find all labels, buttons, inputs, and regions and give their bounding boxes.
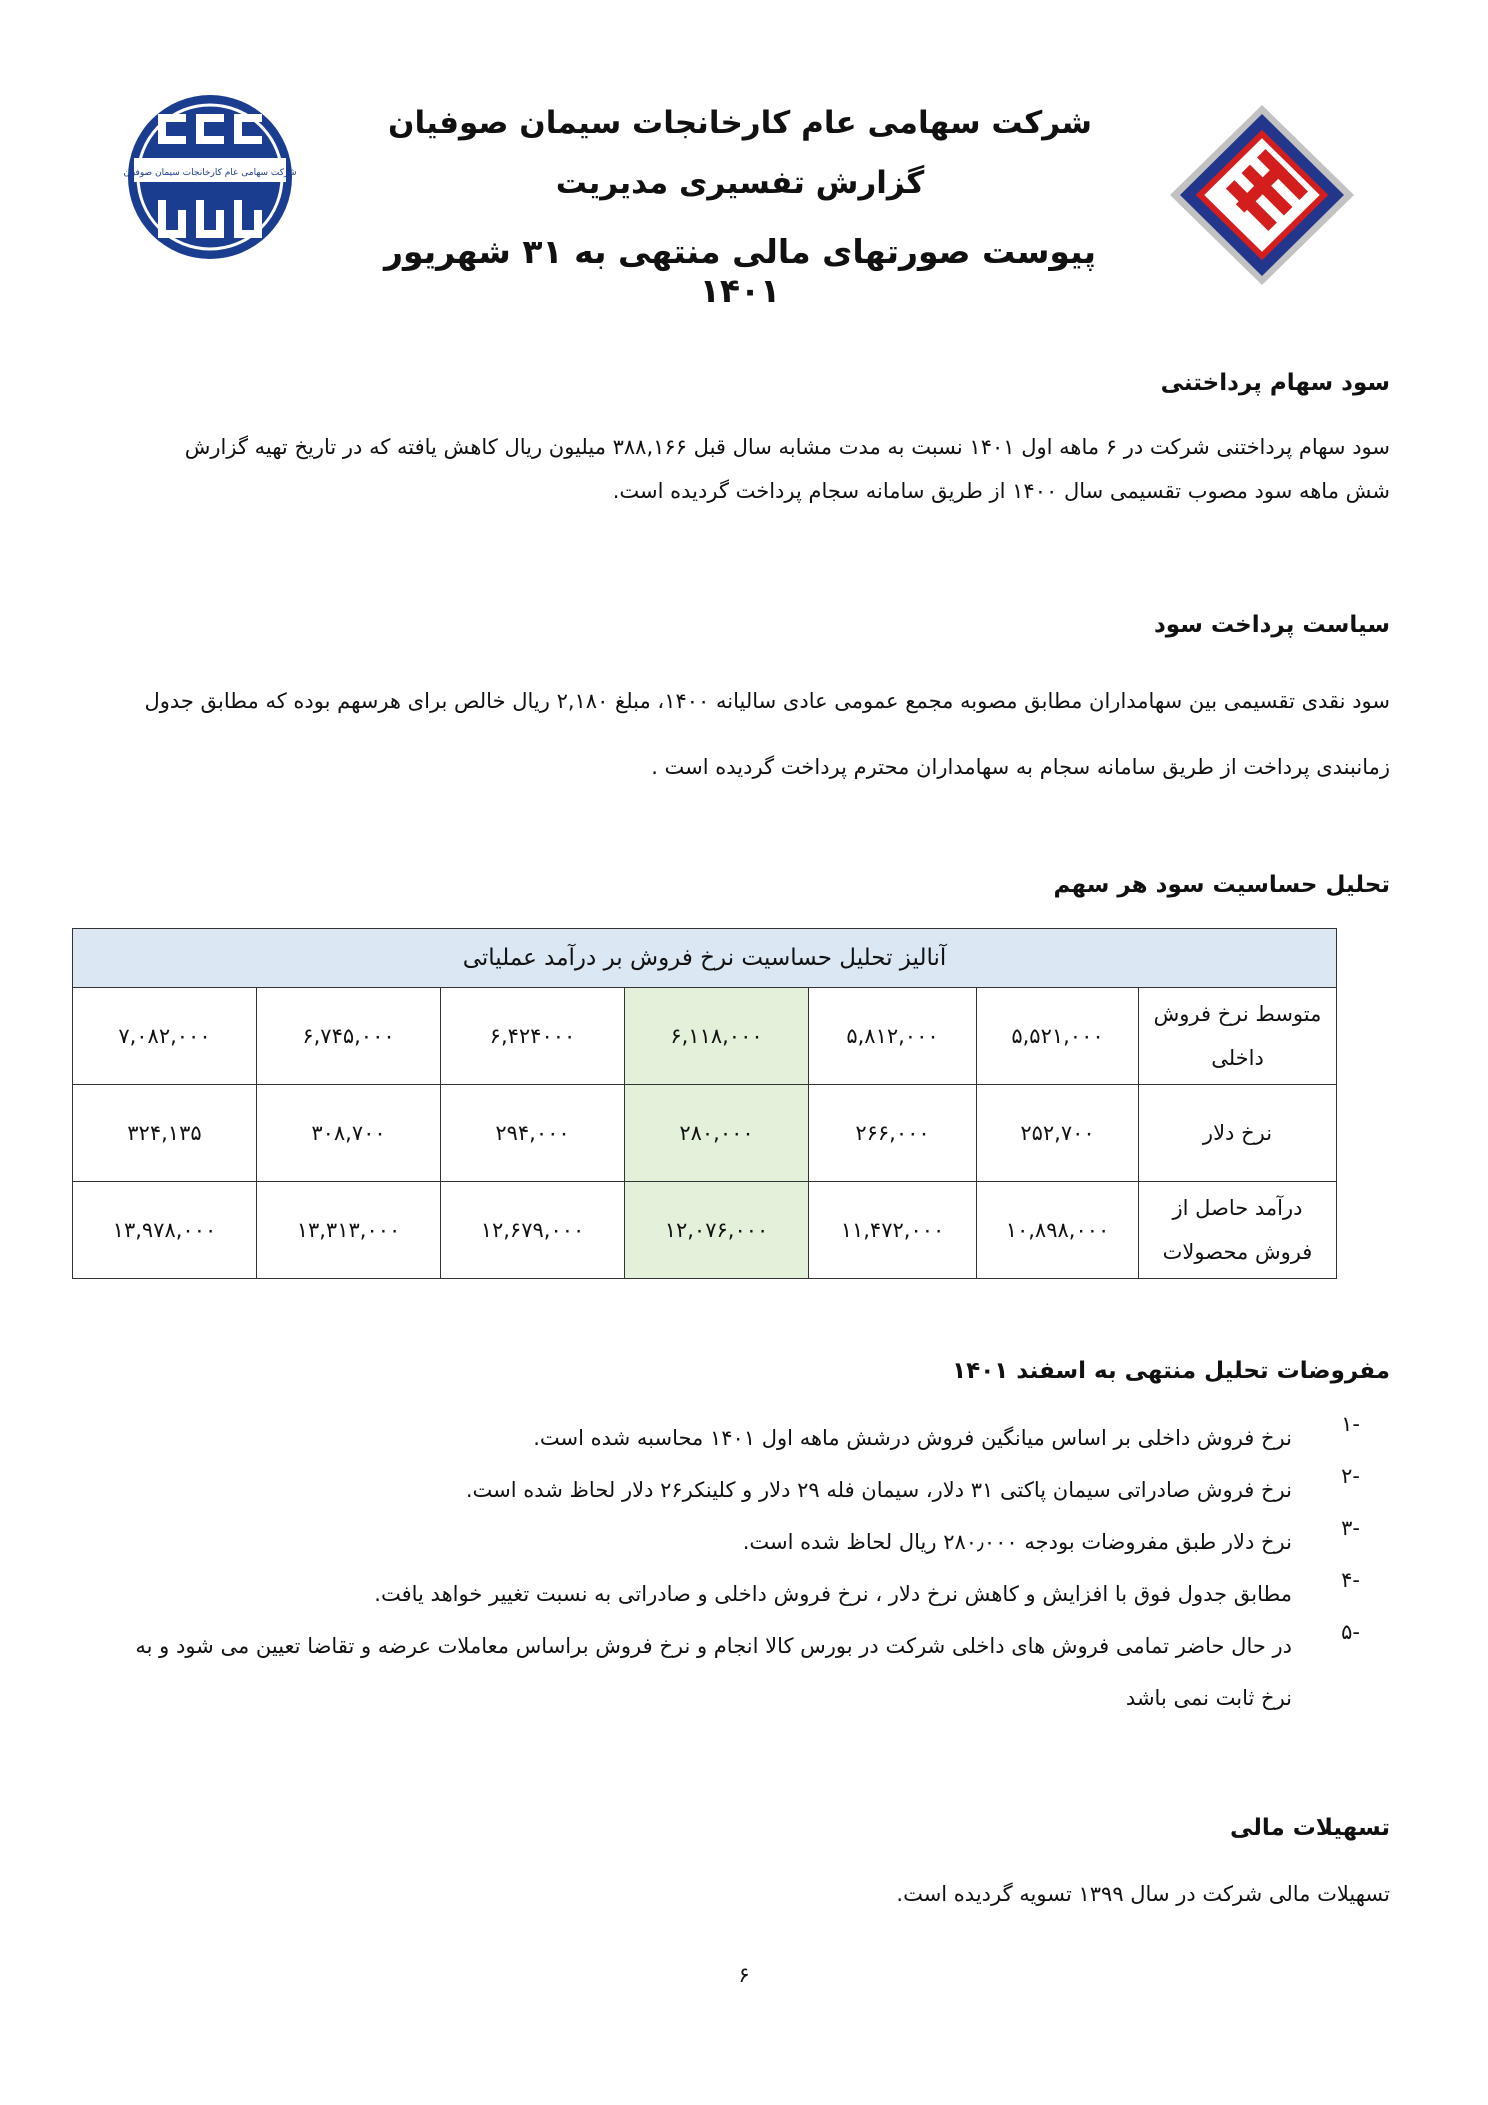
- appendix-title: پیوست صورتهای مالی منتهی به ۳۱ شهریور ۱۴۰۱: [384, 232, 1096, 310]
- table-cell: ۵,۵۲۱,۰۰۰: [977, 988, 1139, 1085]
- table-cell: ۱۲,۶۷۹,۰۰۰: [441, 1182, 625, 1279]
- table-row: [72, 1085, 1336, 1182]
- table-cell: ۲۹۴,۰۰۰: [441, 1085, 625, 1182]
- list-item: [100, 1412, 1390, 1464]
- sensitivity-table-wrapper: [106, 928, 1337, 1279]
- dividend-policy-paragraph: [100, 668, 1390, 800]
- table-cell: ۵,۸۱۲,۰۰۰: [809, 988, 977, 1085]
- section-heading-dividend-policy: سیاست پرداخت سود: [1153, 612, 1390, 638]
- company-logo-sofian: [1162, 100, 1362, 290]
- list-item-line: نرخ ثابت نمی باشد: [1125, 1686, 1292, 1710]
- list-item-line: در حال حاضر تمامی فروش های داخلی شرکت در بورس کالا انجام و نرخ فروش براساس معاملات عرضه و تقاضا تعیین می شود و به: [135, 1634, 1292, 1658]
- page-number: ۶: [738, 1963, 750, 1987]
- report-title: گزارش تفسیری مدیریت: [555, 165, 925, 201]
- list-item-number: -۵: [1341, 1620, 1360, 1644]
- table-row: [72, 988, 1336, 1085]
- assumptions-list: [100, 1412, 1390, 1724]
- paragraph-line: سود نقدی تقسیمی بین سهامداران مطابق مصوبه مجمع عمومی عادی سالیانه ۱۴۰۰، مبلغ ۲,۱۸۰ ریال خالص برای هرسهم بوده که مطابق جدول: [144, 689, 1390, 713]
- table-row: [72, 1182, 1336, 1279]
- list-item-text: نرخ دلار طبق مفروضات بودجه ۲۸۰٫۰۰۰ ریال لحاظ شده است.: [742, 1530, 1292, 1554]
- section-heading-dividends-paid: سود سهام پرداختنی: [1160, 370, 1390, 396]
- list-item: [100, 1620, 1390, 1724]
- section-heading-facilities: تسهیلات مالی: [1230, 1815, 1390, 1841]
- table-cell: ۲۵۲,۷۰۰: [977, 1085, 1139, 1182]
- list-item-number: -۳: [1341, 1516, 1360, 1540]
- table-cell-base: ۱۲,۰۷۶,۰۰۰: [625, 1182, 809, 1279]
- list-item-text: نرخ فروش صادراتی سیمان پاکتی ۳۱ دلار، سیمان فله ۲۹ دلار و کلینکر۲۶ دلار لحاظ شده است.: [465, 1478, 1292, 1502]
- row-label-dollar-rate: نرخ دلار: [1139, 1085, 1337, 1182]
- list-item: [100, 1464, 1390, 1516]
- paragraph-line: سود سهام پرداختنی شرکت در ۶ ماهه اول ۱۴۰۱ نسبت به مدت مشابه سال قبل ۳۸۸,۱۶۶ میلیون ریال کاهش یافته که در تاریخ تهیه گزارش: [184, 435, 1390, 459]
- table-cell: ۷,۰۸۲,۰۰۰: [72, 988, 256, 1085]
- list-item-text: مطابق جدول فوق با افزایش و کاهش نرخ دلار ، نرخ فروش داخلی و صادراتی به نسبت تغییر خواهد یافت.: [374, 1582, 1292, 1606]
- row-label-domestic-price: متوسط نرخ فروش داخلی: [1139, 988, 1337, 1085]
- list-item-number: -۴: [1341, 1568, 1360, 1592]
- table-cell-base: ۲۸۰,۰۰۰: [625, 1085, 809, 1182]
- company-logo-scc: [120, 92, 300, 262]
- paragraph-line: زمانبندی پرداخت از طریق سامانه سجام به سهامداران محترم پرداخت گردیده است .: [651, 755, 1390, 779]
- list-item: [100, 1516, 1390, 1568]
- table-cell: ۱۳,۳۱۳,۰۰۰: [257, 1182, 441, 1279]
- table-cell: ۱۰,۸۹۸,۰۰۰: [977, 1182, 1139, 1279]
- table-cell: ۶,۴۲۴۰۰۰: [441, 988, 625, 1085]
- company-name: شرکت سهامی عام کارخانجات سیمان صوفیان: [388, 105, 1092, 141]
- paragraph-line: شش ماهه سود مصوب تقسیمی سال ۱۴۰۰ از طریق سامانه سجام پرداخت گردیده است.: [612, 479, 1390, 503]
- table-caption: آنالیز تحلیل حساسیت نرخ فروش بر درآمد عملیاتی: [72, 929, 1336, 988]
- section-heading-sensitivity: تحلیل حساسیت سود هر سهم: [1053, 872, 1390, 898]
- sensitivity-table: [72, 928, 1337, 1279]
- table-cell: ۲۶۶,۰۰۰: [809, 1085, 977, 1182]
- table-cell: ۳۰۸,۷۰۰: [257, 1085, 441, 1182]
- table-cell-base: ۶,۱۱۸,۰۰۰: [625, 988, 809, 1085]
- row-label-sales-revenue: درآمد حاصل از فروش محصولات: [1139, 1182, 1337, 1279]
- logo-left-text: شرکت سهامی عام کارخانجات سیمان صوفیان: [123, 168, 297, 178]
- table-cell: ۱۱,۴۷۲,۰۰۰: [809, 1182, 977, 1279]
- list-item-text: [92, 1620, 1292, 1724]
- list-item-text: نرخ فروش داخلی بر اساس میانگین فروش درشش ماهه اول ۱۴۰۱ محاسبه شده است.: [533, 1426, 1292, 1450]
- dividends-paid-paragraph: [100, 425, 1390, 513]
- list-item-number: -۲: [1341, 1464, 1360, 1488]
- list-item: [100, 1568, 1390, 1620]
- table-cell: ۱۳,۹۷۸,۰۰۰: [72, 1182, 256, 1279]
- facilities-paragraph: تسهیلات مالی شرکت در سال ۱۳۹۹ تسویه گردیده است.: [896, 1882, 1390, 1906]
- list-item-number: -۱: [1341, 1412, 1360, 1436]
- table-cell: ۶,۷۴۵,۰۰۰: [257, 988, 441, 1085]
- section-heading-assumptions: مفروضات تحلیل منتهی به اسفند ۱۴۰۱: [952, 1358, 1390, 1384]
- table-cell: ۳۲۴,۱۳۵: [72, 1085, 256, 1182]
